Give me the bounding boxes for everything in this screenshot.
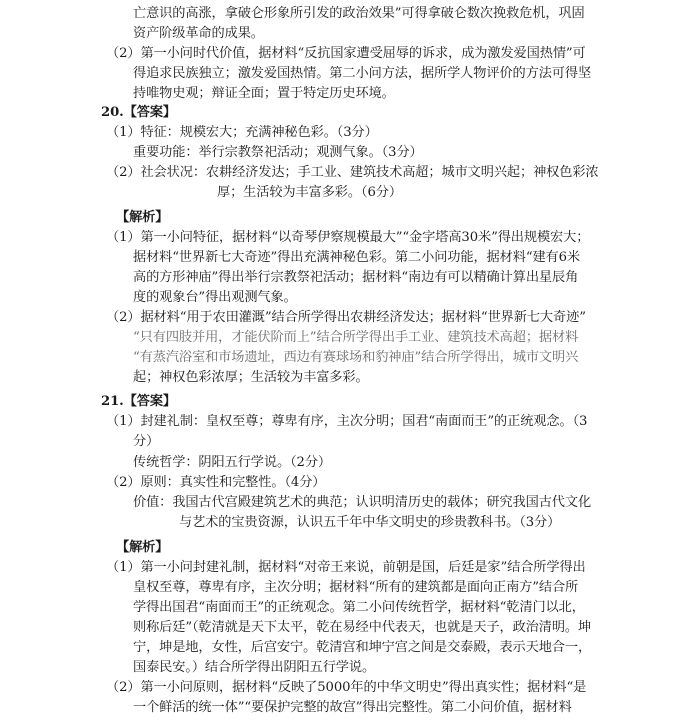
analysis-heading: 【解析】 bbox=[116, 210, 169, 225]
text-line: 持唯物史观；辩证全面；置于特定历史环境。 bbox=[133, 86, 395, 101]
text-line: “有蒸汽浴室和市场遗址，西边有赛球场和豹神庙”结合所学得出，城市文明兴 bbox=[133, 350, 579, 365]
text-line: （1）第一小问封建礼制，据材料“对帝王来说，前朝是国，后廷是家”结合所学得出 bbox=[106, 560, 586, 575]
text-line: 传统哲学：阴阳五行学说。（2分） bbox=[133, 455, 332, 470]
text-line: 皇权至尊，尊卑有序，主次分明；据材料“所有的建筑都是面向正南方”结合所 bbox=[133, 580, 579, 595]
text-line: 与艺术的宝贵资源，认识五千年中华文明史的珍贵教科书。（3分） bbox=[179, 515, 561, 530]
text-line: 亡意识的高涨，拿破仑形象所引发的政治效果”可得拿破仑数次挽救危机，巩固 bbox=[133, 6, 585, 21]
text-line: 重要功能：举行宗教祭祀活动；观测气象。（3分） bbox=[133, 145, 423, 160]
text-line: “只有四肢并用，才能伏阶而上”结合所学得出手工业、建筑技术高超；据材料 bbox=[133, 330, 579, 345]
text-line: 厚；生活较为丰富多彩。（6分） bbox=[217, 185, 402, 200]
text-line: 则称后廷”（乾清就是天下太平，乾在易经中代表天，也就是天子，政治清明。坤 bbox=[133, 620, 592, 635]
text-line: 分） bbox=[133, 434, 160, 449]
text-line: 一个鲜活的统一体”“要保护完整的故宫”得出完整性。第二小问价值，据材料 bbox=[133, 700, 572, 715]
question-21-answer-heading: 21.【答案】 bbox=[101, 394, 176, 409]
text-line: 学得出国君“南面而王”的正统观念。第二小问传统哲学，据材料“乾清门以北， bbox=[133, 600, 585, 615]
text-line: （2）据材料“用于农田灌溉”结合所学得出农耕经济发达；据材料“世界新七大奇迹” bbox=[106, 310, 586, 325]
text-line: （2）第一小问时代价值，据材料“反抗国家遭受屈辱的诉求，成为激发爱国热情”可 bbox=[106, 46, 586, 61]
text-line: （2）第一小问原则，据材料“反映了5000年的中华文明史”得出真实性；据材料“是 bbox=[106, 680, 587, 695]
text-line: 得追求民族独立；激发爱国热情。第二小问方法，据所学人物评价的方法可得坚 bbox=[133, 66, 592, 81]
text-line: 宁，坤是地，女性，后宫安宁。乾清宫和坤宁宫之间是交泰殿，表示天地合一， bbox=[133, 640, 592, 655]
text-line: （1）特征：规模宏大；充满神秘色彩。（3分） bbox=[106, 125, 378, 140]
text-line: 度的观象台”得出观测气象。 bbox=[133, 290, 297, 305]
text-line: （2）社会状况：农耕经济发达；手工业、建筑技术高超；城市文明兴起；神权色彩浓 bbox=[106, 165, 599, 180]
text-line: 据材料“世界新七大奇迹”得出充满神秘色彩。第二小问功能，据材料“建有6米 bbox=[133, 250, 581, 265]
text-line: （1）封建礼制：皇权至尊；尊卑有序，主次分明；国君“南面而王”的正统观念。（3 bbox=[106, 414, 588, 429]
text-line: 价值：我国古代宫殿建筑艺术的典范；认识明清历史的载体；研究我国古代文化 bbox=[133, 495, 592, 510]
analysis-heading: 【解析】 bbox=[116, 540, 169, 555]
text-line: 资产阶级革命的成果。 bbox=[133, 26, 264, 41]
text-line: （2）原则：真实性和完整性。（4分） bbox=[106, 475, 326, 490]
text-line: （1）第一小问特征，据材料“以奇琴伊察规模最大”“金字塔高30米”得出规模宏大； bbox=[106, 230, 590, 245]
text-line: 起；神权色彩浓厚；生活较为丰富多彩。 bbox=[133, 370, 369, 385]
question-20-answer-heading: 20.【答案】 bbox=[101, 105, 176, 120]
text-line: 高的方形神庙”得出举行宗教祭祀活动；据材料“南边有可以精确计算出星辰角 bbox=[133, 270, 579, 285]
text-line: 国泰民安。）结合所学得出阴阳五行学说。 bbox=[133, 660, 376, 675]
